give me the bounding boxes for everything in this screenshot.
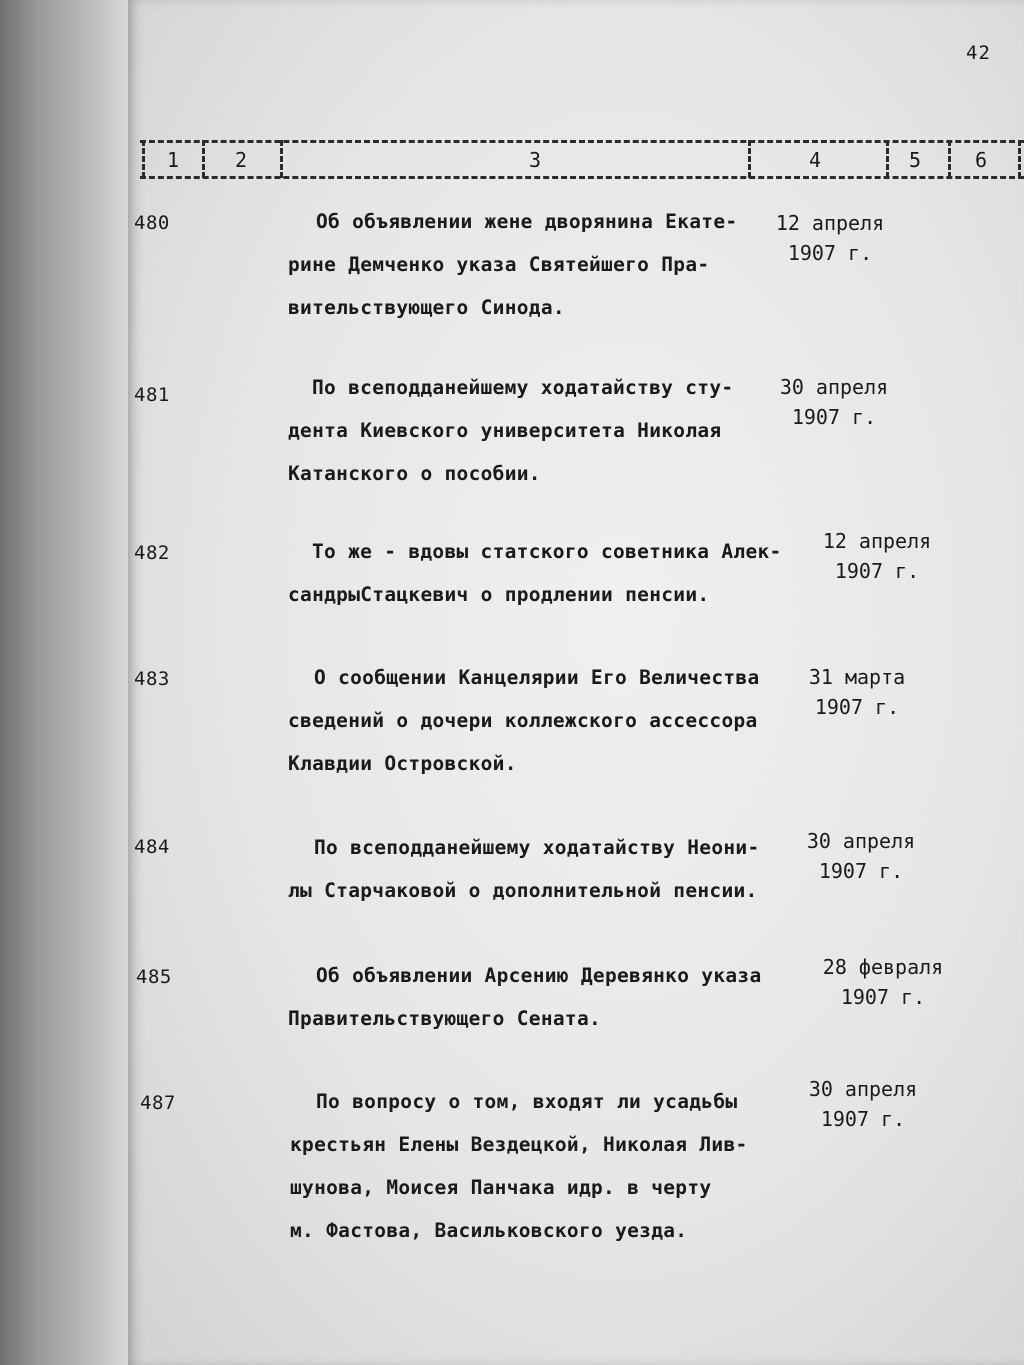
entry-date-day: 30 апреля [779, 375, 889, 399]
header-top-rule [140, 140, 1024, 143]
column-header-5: 5 [908, 148, 922, 172]
entry-line: По всеподданейшему ходатайству Неони- [314, 836, 760, 859]
table-header [140, 136, 1024, 182]
column-header-2: 2 [234, 148, 248, 172]
entry-date-year: 1907 г. [840, 985, 926, 1009]
entry-description [288, 826, 760, 912]
entry-date [760, 208, 900, 268]
entry-date-day: 28 февраля [822, 955, 944, 979]
header-separator [280, 140, 283, 178]
entry-number: 482 [134, 542, 170, 564]
entry-line: По вопросу о том, входят ли усадьбы [316, 1090, 738, 1113]
entry-date-year: 1907 г. [791, 405, 877, 429]
entry-number: 481 [134, 384, 170, 406]
entry-date-year: 1907 г. [820, 1107, 906, 1131]
entry-line: Об объявлении жене дворянина Екате- [316, 210, 738, 233]
entry-number: 484 [134, 836, 170, 858]
entry-description [288, 954, 762, 1040]
entry-date-day: 30 апреля [806, 829, 916, 853]
entry-date-day: 12 апреля [822, 529, 932, 553]
entry-date-year: 1907 г. [834, 559, 920, 583]
entry-date [796, 826, 926, 886]
entry-date-day: 12 апреля [775, 211, 885, 235]
column-header-3: 3 [528, 148, 542, 172]
entry-description [290, 1080, 748, 1252]
header-separator [1018, 140, 1021, 178]
entry-line: дента Киевского университета Николая [288, 419, 722, 442]
entry-line: сведений о дочери коллежского ассессора [288, 709, 758, 732]
header-separator [748, 140, 751, 178]
entry-date-year: 1907 г. [818, 859, 904, 883]
column-header-6: 6 [974, 148, 988, 172]
header-bottom-rule [140, 176, 1024, 179]
entry-line: рине Демченко указа Святейшего Пра- [288, 253, 710, 276]
header-separator [948, 140, 951, 178]
entry-date [798, 1074, 928, 1134]
entry-line: Правительствующего Сената. [288, 1007, 602, 1030]
entry-date [808, 952, 958, 1012]
entry-date-year: 1907 г. [787, 241, 873, 265]
entry-date [812, 526, 942, 586]
entry-description [288, 656, 760, 785]
page-number: 42 [966, 42, 991, 64]
entry-line: Об объявлении Арсению Деревянко указа [316, 964, 762, 987]
entry-description [288, 200, 738, 329]
entry-number: 480 [134, 212, 170, 234]
entry-line: Катанского о пособии. [288, 462, 541, 485]
entry-number: 487 [140, 1092, 176, 1114]
entry-line: крестьян Елены Вездецкой, Николая Лив- [290, 1133, 748, 1156]
header-separator [142, 140, 145, 178]
entry-date [764, 372, 904, 432]
entry-line: м. Фастова, Васильковского уезда. [290, 1219, 688, 1242]
entry-number: 485 [136, 966, 172, 988]
entry-line: Клавдии Островской. [288, 752, 517, 775]
entry-date-day: 31 марта [808, 665, 906, 689]
entry-line: шунова, Моисея Панчака идр. в черту [290, 1176, 712, 1199]
header-separator [202, 140, 205, 178]
column-header-4: 4 [808, 148, 822, 172]
entry-date [792, 662, 922, 722]
entry-line: лы Старчаковой о дополнительной пенсии. [288, 879, 758, 902]
entry-description [288, 366, 734, 495]
entry-line: вительствующего Синода. [288, 296, 565, 319]
entry-description [288, 530, 782, 616]
entry-date-day: 30 апреля [808, 1077, 918, 1101]
entry-line: По всеподданейшему ходатайству сту- [312, 376, 734, 399]
entry-line: О сообщении Канцелярии Его Величества [314, 666, 760, 689]
book-binding-edge [0, 0, 128, 1365]
entry-line: сандрыСтацкевич о продлении пенсии. [288, 583, 710, 606]
entry-date-year: 1907 г. [814, 695, 900, 719]
header-separator [886, 140, 889, 178]
column-header-1: 1 [166, 148, 180, 172]
entry-line: То же - вдовы статского советника Алек- [312, 540, 782, 563]
entry-number: 483 [134, 668, 170, 690]
